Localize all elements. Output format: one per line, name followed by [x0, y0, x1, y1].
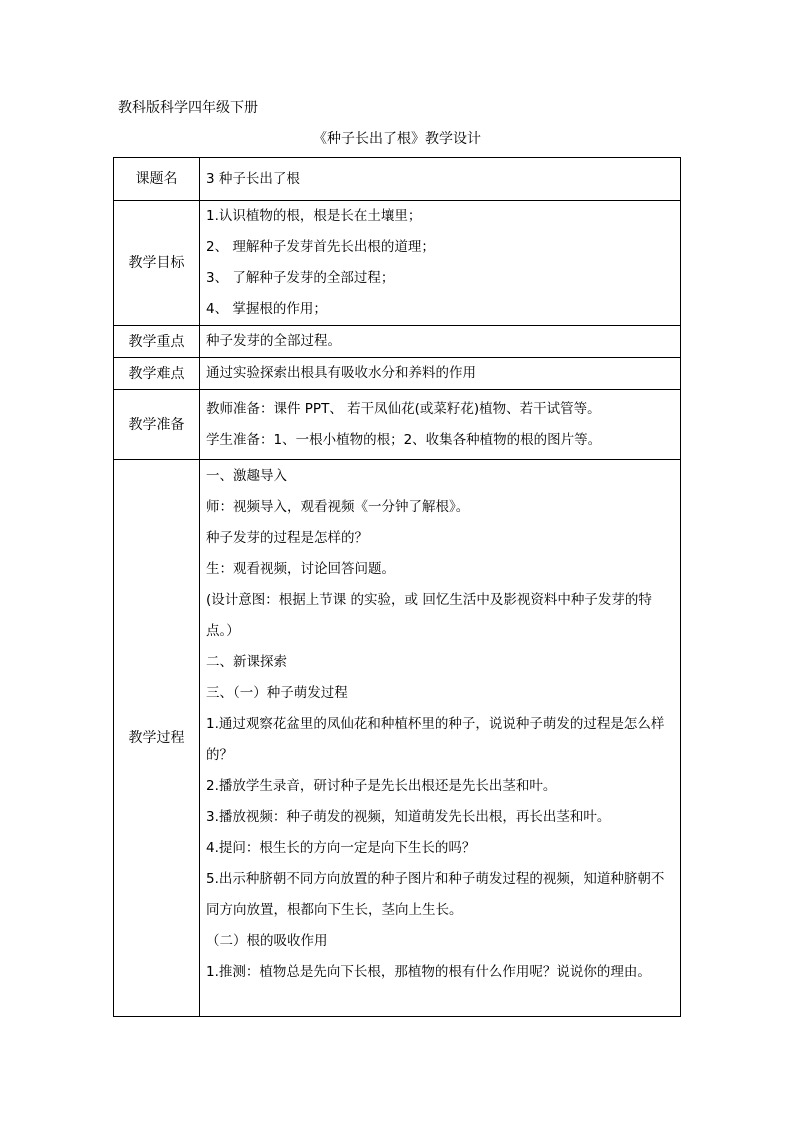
- process-line: 2.播放学生录音，研讨种子是先长出根还是先长出茎和叶。: [206, 778, 557, 794]
- process-label: 教学过程: [114, 460, 200, 1017]
- preparation-label: 教学准备: [114, 390, 200, 460]
- topic-content: [200, 158, 681, 201]
- row-process: [114, 460, 681, 1017]
- objective-item: 4、 掌握根的作用；: [206, 301, 327, 317]
- row-difficulty: [114, 358, 681, 390]
- process-line: 4.提问：根生长的方向一定是向下生长的吗？: [206, 840, 476, 856]
- objective-item: 1.认识植物的根，根是长在土壤里；: [206, 208, 422, 224]
- row-objectives: [114, 201, 681, 326]
- process-line: （二）根的吸收作用: [206, 933, 328, 949]
- process-line: 3.播放视频：种子萌发的视频，知道萌发先长出根，再长出茎和叶。: [206, 809, 611, 825]
- topic-label: 课题名: [114, 158, 200, 201]
- process-line: (设计意图：根据上节课 的实验，或 回忆生活中及影视资料中种子发芽的特点。）: [206, 592, 652, 639]
- difficulty-text: 通过实验探索出根具有吸收水分和养料的作用: [206, 365, 476, 381]
- objectives-content: [200, 201, 681, 326]
- process-line: 5.出示种脐朝不同方向放置的种子图片和种子萌发过程的视频，知道种脐朝不同方向放置，根都向下生长，茎向上生长。: [206, 871, 665, 918]
- row-preparation: [114, 390, 681, 460]
- objective-item: 3、 了解种子发芽的全部过程；: [206, 270, 395, 286]
- lesson-plan-table: [113, 157, 681, 1017]
- process-line: 三、（一）种子萌发过程: [206, 685, 348, 701]
- difficulty-label: 教学难点: [114, 358, 200, 390]
- publisher-line: 教科版科学四年级下册: [118, 100, 258, 116]
- objective-item: 2、 理解种子发芽首先长出根的道理；: [206, 239, 435, 255]
- row-topic: [114, 158, 681, 201]
- process-line: 二、新课探索: [206, 654, 287, 670]
- row-key-point: [114, 326, 681, 358]
- objectives-label: 教学目标: [114, 201, 200, 326]
- preparation-content: [200, 390, 681, 460]
- document-title: 《种子长出了根》教学设计: [313, 131, 481, 147]
- process-content: [200, 460, 681, 1017]
- key-point-content: [200, 326, 681, 358]
- process-line: 生：观看视频，讨论回答问题。: [206, 561, 395, 577]
- process-line: 种子发芽的过程是怎样的？: [206, 530, 368, 546]
- difficulty-content: [200, 358, 681, 390]
- key-point-text: 种子发芽的全部过程。: [206, 333, 341, 349]
- process-line: 1.通过观察花盆里的凤仙花和种植杯里的种子，说说种子萌发的过程是怎么样的？: [206, 716, 665, 763]
- process-line: 1.推测：植物总是先向下长根，那植物的根有什么作用呢？说说你的理由。: [206, 964, 651, 980]
- process-line: 师：视频导入，观看视频《一分钟了解根》。: [206, 499, 470, 515]
- key-point-label: 教学重点: [114, 326, 200, 358]
- process-line: 一、激趣导入: [206, 468, 287, 484]
- student-preparation: 学生准备：1、一根小植物的根；2、收集各种植物的根的图片等。: [206, 431, 602, 448]
- topic-text: 3 种子长出了根: [206, 170, 300, 187]
- teacher-preparation: 教师准备：课件 PPT、 若干凤仙花(或菜籽花)植物、若干试管等。: [206, 400, 601, 417]
